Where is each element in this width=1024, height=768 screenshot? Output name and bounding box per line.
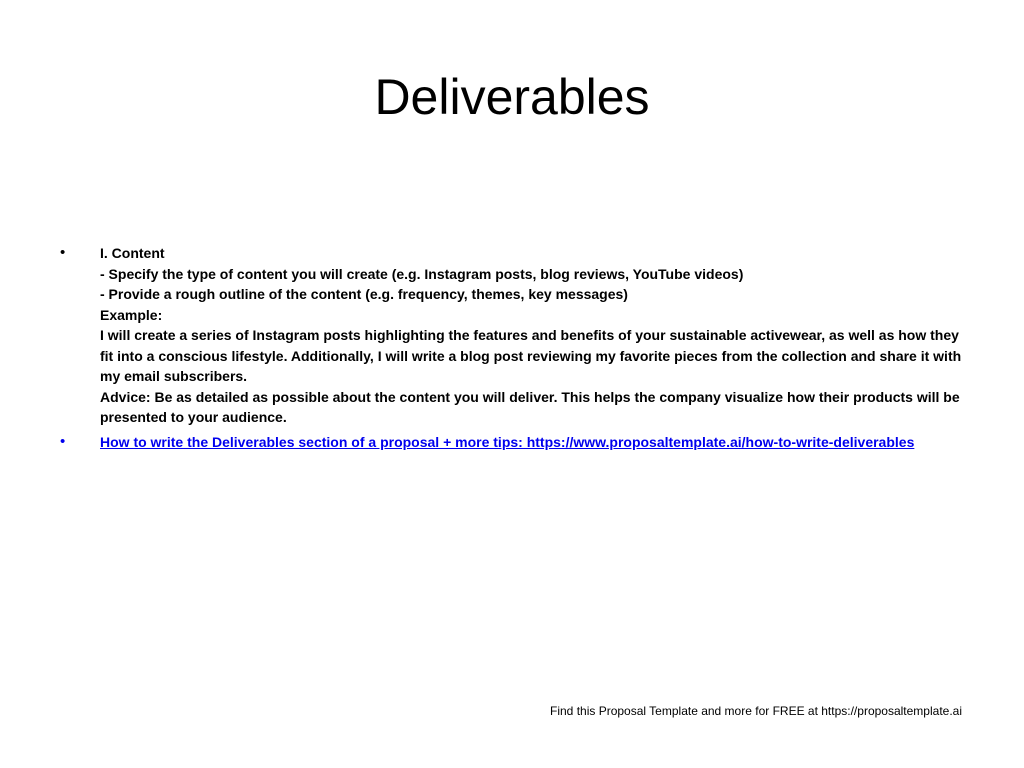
bullet-line-content-type: - Specify the type of content you will create (e.g. Instagram posts, blog reviews, YouTube videos) — [100, 265, 744, 282]
bullet-dot-icon: • — [60, 432, 66, 450]
link-bullet — [60, 432, 965, 453]
bullet-line-example-label: Example: — [100, 306, 163, 323]
bullet-heading: I. Content — [100, 245, 165, 261]
bullet-list — [60, 243, 965, 456]
deliverables-tips-link[interactable]: How to write the Deliverables section of a proposal + more tips: https://www.proposaltemplate.ai/how-to-write-deliverables — [100, 433, 915, 450]
bullet-line-advice: Advice: Be as detailed as possible about the content you will deliver. This helps the company visualize how their products will be presented to your audience. — [100, 388, 960, 425]
bullet-line-outline: - Provide a rough outline of the content (e.g. frequency, themes, key messages) — [100, 286, 628, 302]
bullet-dot-icon: • — [60, 244, 66, 261]
bullet-line-example-text: I will create a series of Instagram posts highlighting the features and benefits of your sustainable activewear, as well as how they fit into a conscious lifestyle. Additionally, I will write a blog post reviewing my favorite pieces from the collection and share it with my email subscribers. — [100, 327, 962, 384]
footer-text: Find this Proposal Template and more for FREE at https://proposaltemplate.ai — [550, 704, 962, 718]
slide-title: Deliverables — [374, 69, 650, 125]
content-bullet — [60, 243, 965, 428]
